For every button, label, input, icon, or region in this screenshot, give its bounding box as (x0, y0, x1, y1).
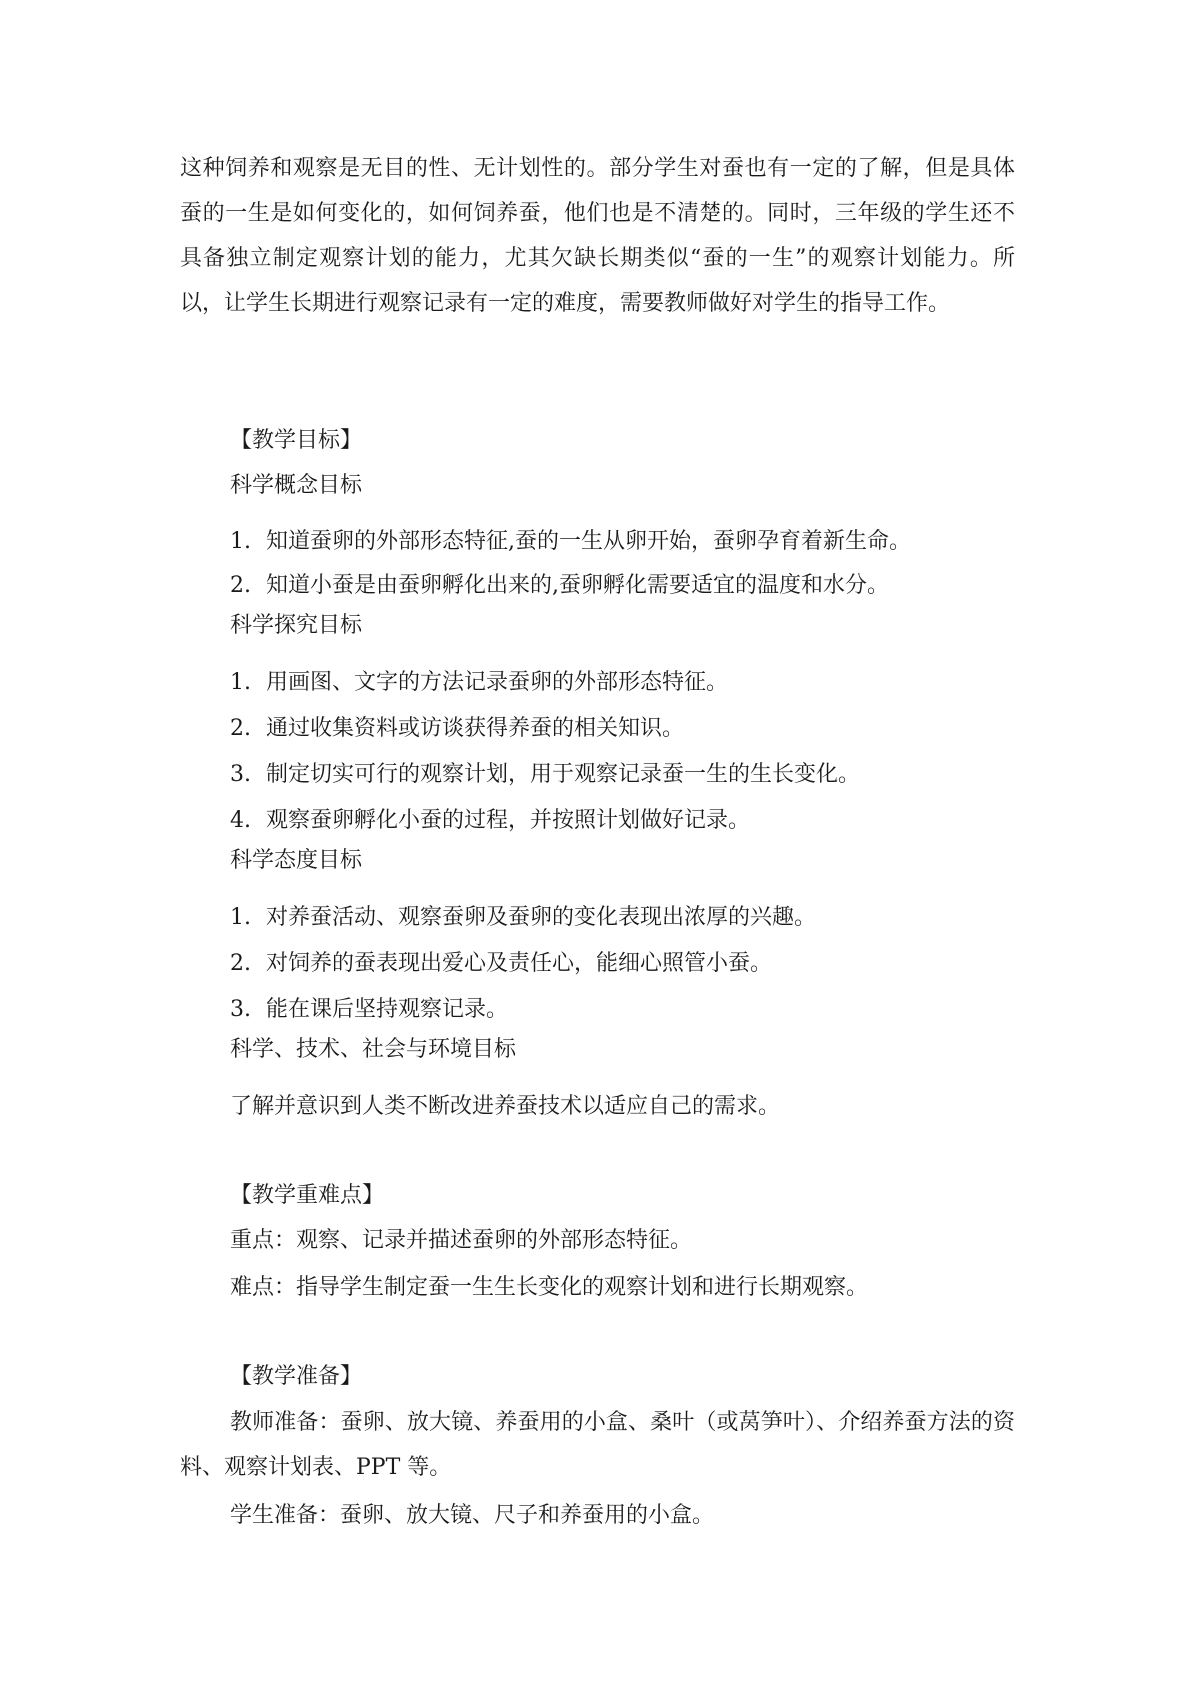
item-number: 2. (230, 573, 251, 598)
item-text: 观察蚕卵孵化小蚕的过程，并按照计划做好记录。 (266, 808, 751, 833)
item-text: 对养蚕活动、观察蚕卵及蚕卵的变化表现出浓厚的兴趣。 (266, 905, 817, 930)
item-number: 1. (230, 529, 251, 554)
sts-goals-title: 科学、技术、社会与环境目标 (230, 1037, 517, 1062)
list-item (230, 994, 508, 1026)
intro-paragraph: 这种饲养和观察是无目的性、无计划性的。部分学生对蚕也有一定的了解，但是具体蚕的一生是如何变化的，如何饲养蚕，他们也是不清楚的。同时，三年级的学生还不具备独立制定观察计划的能力，尤其欠缺长期类似“蚕的一生”的观察计划能力。所以，让学生长期进行观察记录有一定的难度，需要教师做好对学生的指导工作。 (180, 156, 1015, 316)
list-item (230, 805, 750, 837)
item-number: 1. (230, 670, 251, 695)
key-points-heading: 【教学重难点】 (230, 1183, 385, 1208)
inquiry-goals-title: 科学探究目标 (230, 613, 363, 638)
list-item (230, 667, 728, 699)
list-item (230, 570, 889, 602)
item-text: 知道小蚕是由蚕卵孵化出来的,蚕卵孵化需要适宜的温度和水分。 (266, 573, 889, 598)
item-text: 用画图、文字的方法记录蚕卵的外部形态特征。 (266, 670, 729, 695)
item-text: 知道蚕卵的外部形态特征,蚕的一生从卵开始，蚕卵孕育着新生命。 (266, 529, 911, 554)
item-text: 通过收集资料或访谈获得养蚕的相关知识。 (266, 716, 685, 741)
list-item (230, 759, 860, 791)
item-text: 能在课后坚持观察记录。 (266, 997, 509, 1022)
preparation-heading: 【教学准备】 (230, 1364, 363, 1389)
concept-goals-title: 科学概念目标 (230, 473, 363, 498)
difficulty-text: 难点：指导学生制定蚕一生生长变化的观察计划和进行长期观察。 (230, 1275, 869, 1300)
student-preparation: 学生准备：蚕卵、放大镜、尺子和养蚕用的小盒。 (230, 1503, 715, 1528)
list-item (230, 948, 772, 980)
objectives-heading: 【教学目标】 (230, 428, 363, 453)
key-point-text: 重点：观察、记录并描述蚕卵的外部形态特征。 (230, 1228, 693, 1253)
item-text: 对饲养的蚕表现出爱心及责任心，能细心照管小蚕。 (266, 951, 773, 976)
item-text: 制定切实可行的观察计划，用于观察记录蚕一生的生长变化。 (266, 762, 861, 787)
item-number: 2. (230, 716, 251, 741)
list-item (230, 526, 911, 558)
item-number: 4. (230, 808, 251, 833)
item-number: 3. (230, 762, 251, 787)
item-number: 2. (230, 951, 251, 976)
list-item (230, 713, 684, 745)
item-number: 1. (230, 905, 251, 930)
attitude-goals-title: 科学态度目标 (230, 848, 363, 873)
list-item (230, 902, 816, 934)
sts-goals-text: 了解并意识到人类不断改进养蚕技术以适应自己的需求。 (230, 1094, 781, 1119)
item-number: 3. (230, 997, 251, 1022)
teacher-preparation: 教师准备：蚕卵、放大镜、养蚕用的小盒、桑叶（或莴笋叶）、介绍养蚕方法的资料、观察计划表、PPT 等。 (180, 1410, 1015, 1480)
